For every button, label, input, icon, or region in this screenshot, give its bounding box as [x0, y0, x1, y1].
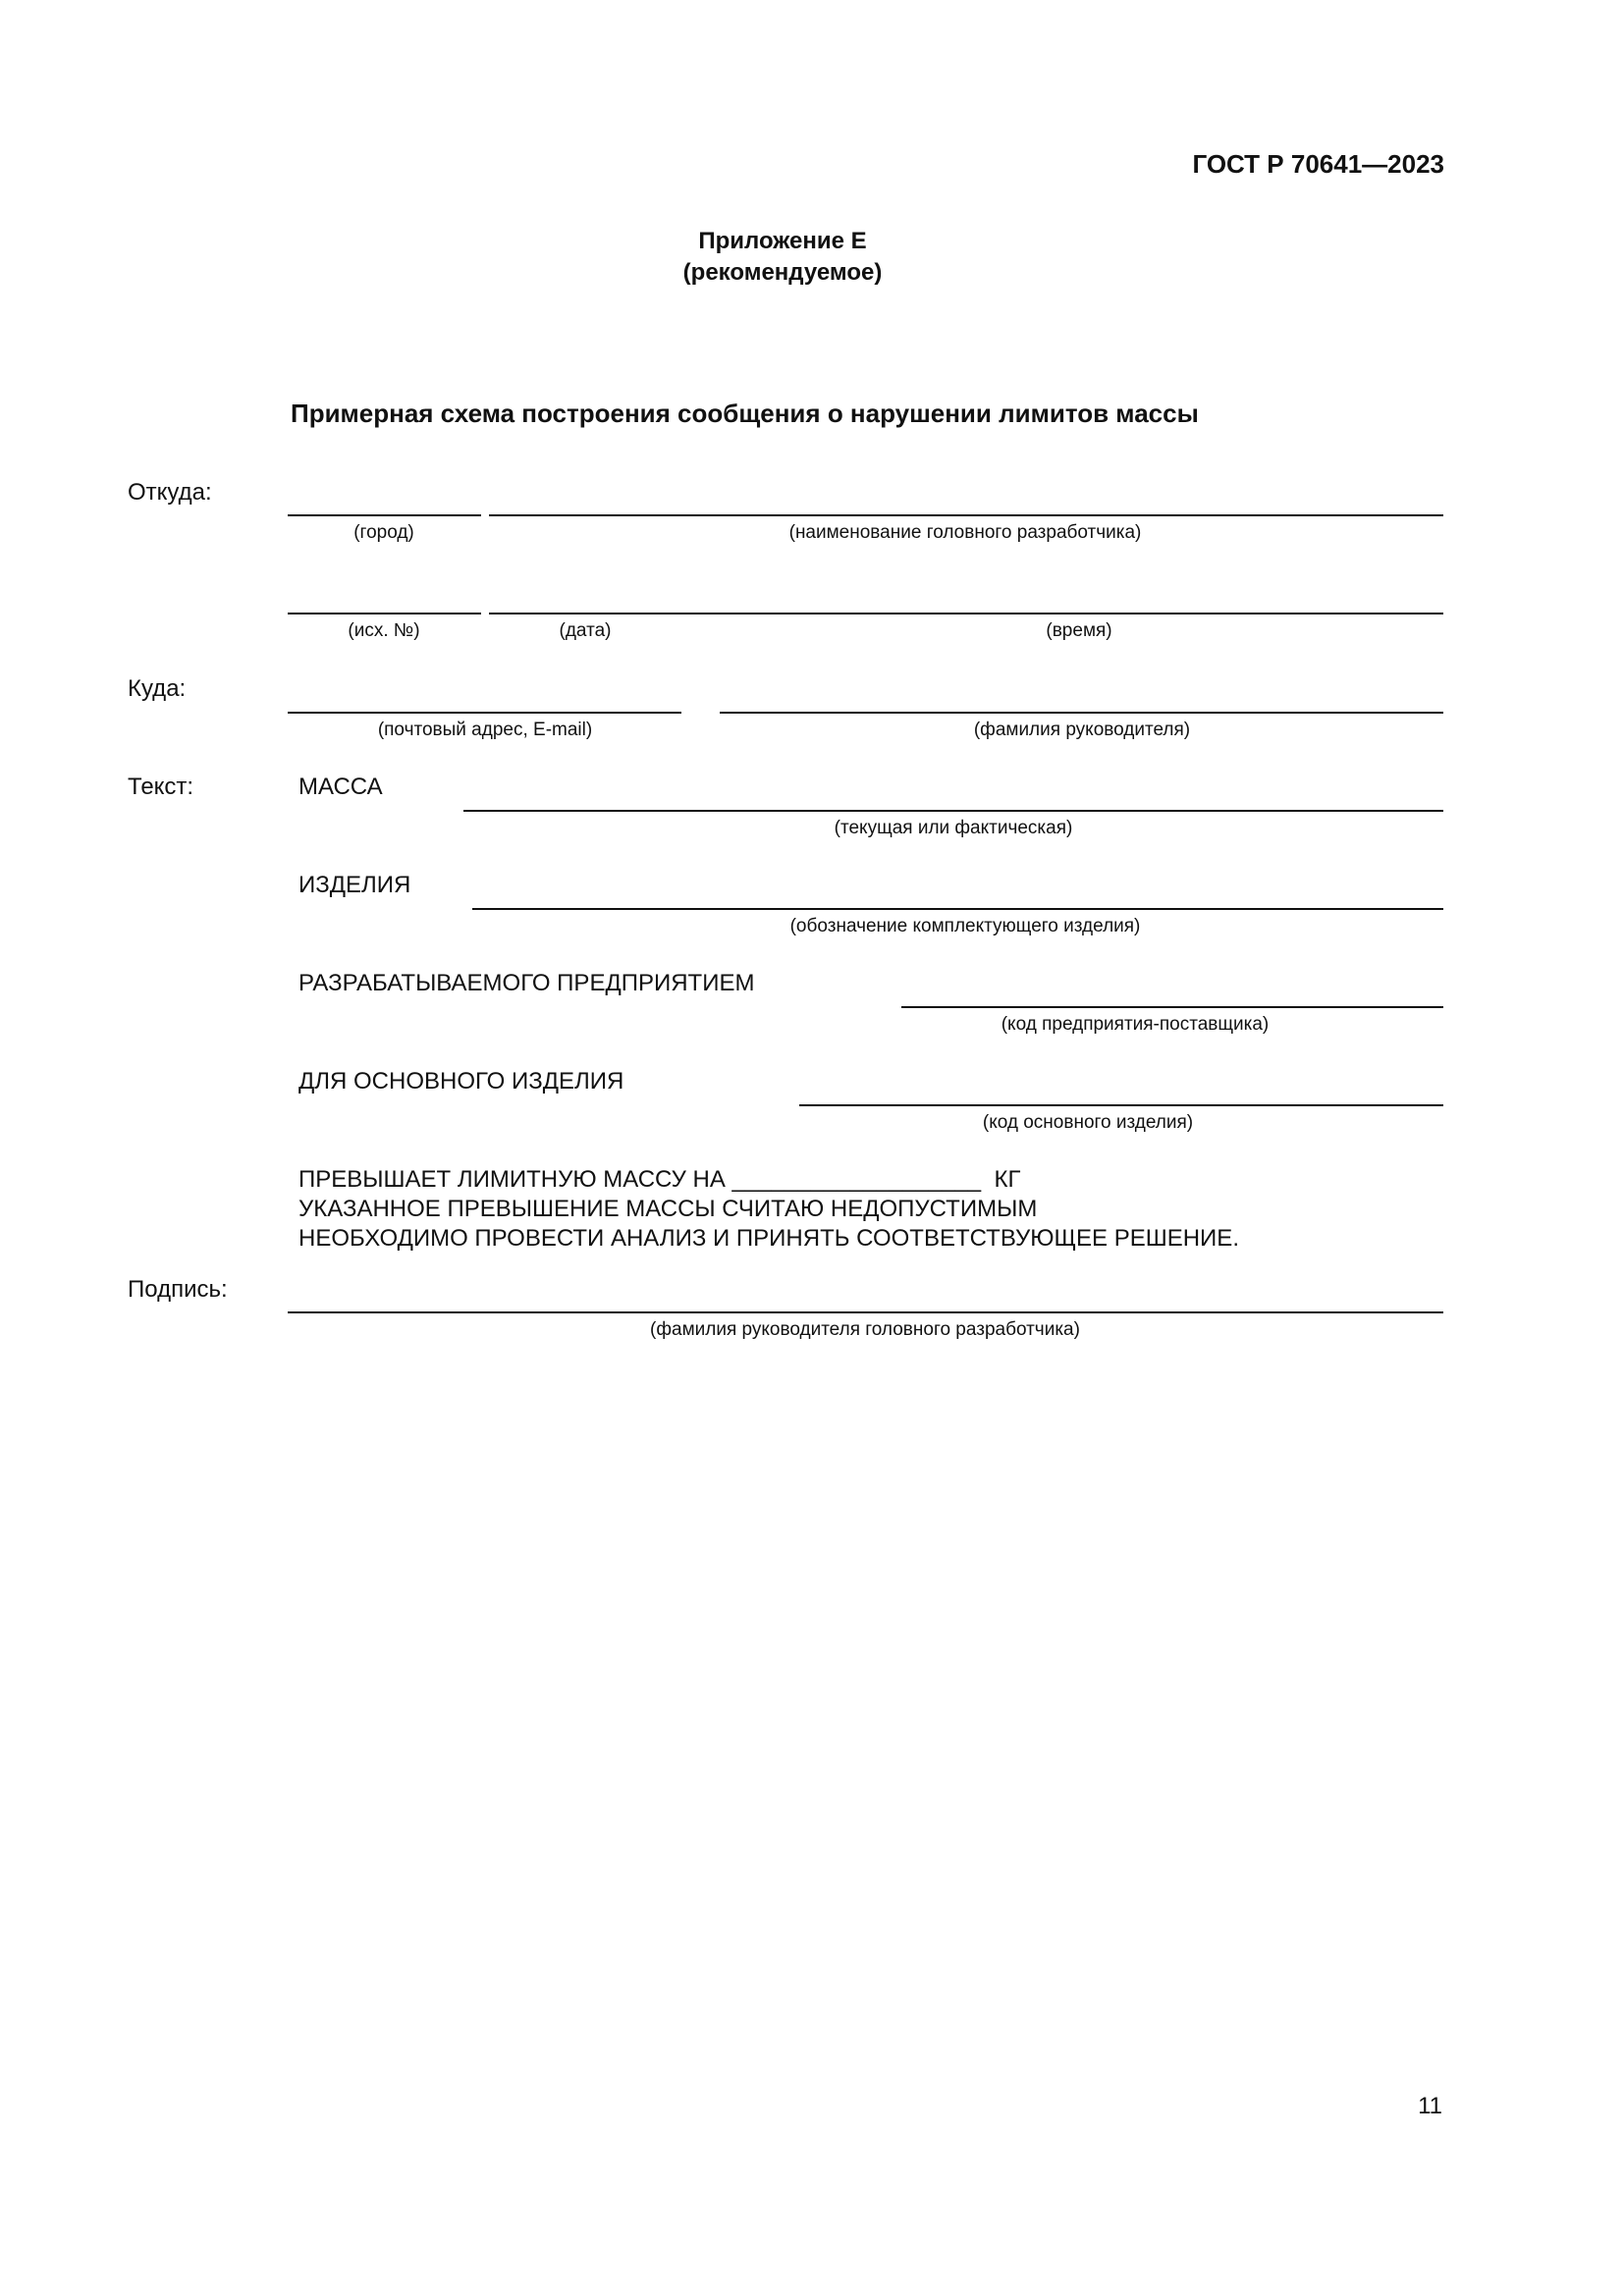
- address-caption: (почтовый адрес, E-mail): [377, 720, 593, 740]
- appendix-title: Приложение Е: [698, 228, 867, 254]
- from-label: Откуда:: [128, 479, 212, 506]
- signature-caption: (фамилия руководителя головного разработчика): [650, 1319, 1080, 1340]
- developed-by-text: РАЗРАБАТЫВАЕМОГО ПРЕДПРИЯТИЕМ: [298, 970, 755, 996]
- to-label: Куда:: [128, 675, 187, 702]
- out-no-caption: (исх. №): [348, 620, 420, 641]
- mass-word: МАССА: [298, 774, 383, 800]
- signature-label: Подпись:: [128, 1276, 228, 1303]
- appendix-status: (рекомендуемое): [682, 259, 883, 286]
- item-word: ИЗДЕЛИЯ: [298, 872, 411, 898]
- address-line[interactable]: [288, 712, 681, 714]
- mass-caption: (текущая или фактическая): [834, 818, 1073, 838]
- developer-line[interactable]: [489, 514, 1443, 516]
- manager-line[interactable]: [720, 712, 1443, 714]
- signature-line[interactable]: [288, 1311, 1443, 1313]
- out-no-line[interactable]: [288, 613, 481, 614]
- for-main-text: ДЛЯ ОСНОВНОГО ИЗДЕЛИЯ: [298, 1068, 624, 1095]
- supplier-caption: (код предприятия-поставщика): [1001, 1014, 1270, 1035]
- date-caption: (дата): [559, 620, 612, 641]
- page-number: 11: [1418, 2093, 1442, 2119]
- developer-caption: (наименование головного разработчика): [788, 522, 1142, 543]
- city-line[interactable]: [288, 514, 481, 516]
- item-line[interactable]: [472, 908, 1443, 910]
- item-caption: (обозначение комплектующего изделия): [789, 916, 1141, 936]
- standard-number: ГОСТ Р 70641—2023: [1192, 149, 1444, 179]
- date-time-line[interactable]: [489, 613, 1443, 614]
- form-heading: Примерная схема построения сообщения о нарушении лимитов массы: [291, 399, 1199, 428]
- mass-line[interactable]: [463, 810, 1443, 812]
- supplier-line[interactable]: [901, 1006, 1443, 1008]
- unacceptable-text: УКАЗАННОЕ ПРЕВЫШЕНИЕ МАССЫ СЧИТАЮ НЕДОПУСТИМЫМ: [298, 1196, 1038, 1222]
- exceeds-text: ПРЕВЫШАЕТ ЛИМИТНУЮ МАССУ НА ___________________ КГ: [298, 1166, 1021, 1193]
- main-caption: (код основного изделия): [982, 1112, 1194, 1133]
- manager-caption: (фамилия руководителя): [973, 720, 1191, 740]
- main-item-line[interactable]: [799, 1104, 1443, 1106]
- time-caption: (время): [1046, 620, 1112, 641]
- city-caption: (город): [353, 522, 414, 543]
- text-label: Текст:: [128, 774, 194, 800]
- analysis-text: НЕОБХОДИМО ПРОВЕСТИ АНАЛИЗ И ПРИНЯТЬ СООТВЕТСТВУЮЩЕЕ РЕШЕНИЕ.: [298, 1225, 1239, 1252]
